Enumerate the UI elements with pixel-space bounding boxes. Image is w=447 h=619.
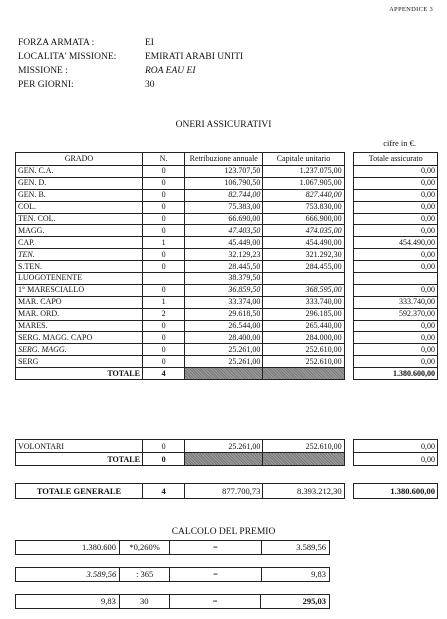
header-capitale: Capitale unitario [263,153,344,166]
row-capitale: 284.000,00 [263,332,344,344]
row-capitale: 368.595,00 [263,284,344,296]
table-row [16,249,438,261]
row-retribuzione: 36.859,50 [185,284,263,296]
total-row [16,368,438,380]
header-n: N. [142,153,184,166]
row-retribuzione: 47.403,50 [185,225,263,237]
section-title: ONERI ASSICURATIVI [175,120,272,130]
row-totale: 0,00 [354,166,438,178]
row-capitale: 666.900,00 [263,213,344,225]
calc-result: 295,03 [261,595,330,609]
row-n: 0 [142,249,184,261]
spacer [344,177,354,189]
row-n: 1 [142,237,184,249]
row-totale: 0,00 [354,344,438,356]
calc-row [16,568,330,582]
row-n: 0 [142,332,184,344]
calc-operator: : 365 [120,568,170,582]
info-key-giorni: PER GIORNI: [18,80,74,90]
spacer [344,356,354,368]
row-n: 0 [142,201,184,213]
table-body [16,166,438,380]
calc-equals: = [169,595,261,609]
grand-total-value: 1.380.600,00 [354,484,438,499]
info-value-giorni: 30 [145,80,155,90]
row-grado: TEN. COL. [16,213,143,225]
row-capitale: 333.740,00 [263,296,344,308]
row-n: 2 [142,308,184,320]
spacer [344,201,354,213]
row-n: 1 [142,296,184,308]
currency-unit: cifre in €. [383,138,416,148]
spacer [344,308,354,320]
row-capitale: 252.610,00 [263,440,344,453]
row-retribuzione: 25.261,00 [185,344,263,356]
row-totale: 0,00 [354,225,438,237]
row-n: 0 [142,166,184,178]
volontari-total-row [16,453,438,466]
calc-operand: 9,83 [16,595,120,609]
table-row [16,177,438,189]
spacer [344,166,354,178]
header-retribuzione: Retribuzione annuale [185,153,263,166]
row-n: 0 [142,440,184,453]
row-totale: 0,00 [354,249,438,261]
spacer [344,261,354,273]
table-row [16,344,438,356]
row-n: 0 [142,189,184,201]
calc-operator: 30 [119,595,169,609]
row-totale: 0,00 [354,177,438,189]
row-retribuzione: 32.129,23 [185,249,263,261]
shaded-cell [185,368,263,380]
row-grado: MAGG. [16,225,143,237]
row-capitale: 753.830,00 [263,201,344,213]
row-retribuzione: 82.744,00 [185,189,263,201]
premium-calc-row [15,540,330,555]
row-retribuzione: 28.400,00 [185,332,263,344]
calc-result: 9,83 [261,568,329,582]
row-retribuzione: 25.261,00 [185,356,263,368]
row-capitale: 1.067.905,00 [263,177,344,189]
row-capitale: 321.292,30 [263,249,344,261]
table-row [16,320,438,332]
spacer [344,237,354,249]
calc-row [16,595,330,609]
shaded-cell [263,368,344,380]
calc-row [16,541,330,555]
spacer [344,249,354,261]
spacer [344,332,354,344]
row-totale: 0,00 [354,356,438,368]
row-retribuzione: 123.707,50 [185,166,263,178]
grand-total-table [15,483,438,499]
row-grado: GEN. B. [16,189,143,201]
total-n: 0 [142,453,184,466]
row-capitale: 1.237.075,00 [263,166,344,178]
row-grado: S.TEN. [16,261,143,273]
row-n: 0 [142,344,184,356]
row-totale: 0,00 [354,189,438,201]
total-n: 4 [142,368,184,380]
spacer [344,225,354,237]
row-n: 0 [142,356,184,368]
row-totale [354,273,438,285]
spacer [344,344,354,356]
table-row [16,201,438,213]
row-capitale: 474.035,00 [263,225,344,237]
row-totale: 333.740,00 [354,296,438,308]
table-row [16,308,438,320]
table-row [16,261,438,273]
row-grado: TEN. [16,249,143,261]
spacer [344,284,354,296]
row-capitale: 454.490,00 [263,237,344,249]
row-totale: 0,00 [354,440,438,453]
row-grado: SERG. MAGG. [16,344,143,356]
grand-total-n: 4 [142,484,184,499]
row-totale: 0,00 [354,201,438,213]
row-grado: 1° MARESCIALLO [16,284,143,296]
row-totale: 454.490,00 [354,237,438,249]
row-n: 0 [142,261,184,273]
table-row [16,284,438,296]
calc-operator: *0,260% [119,541,169,555]
table-header-row [16,153,438,166]
insurance-table [15,152,438,380]
row-totale: 0,00 [354,284,438,296]
row-capitale: 296.185,00 [263,308,344,320]
spacer [344,368,354,380]
row-totale: 0,00 [354,261,438,273]
volontari-table [15,439,438,466]
calc-title: CALCOLO DEL PREMIO [171,527,276,537]
row-n [142,273,184,285]
row-retribuzione: 29.618,50 [185,308,263,320]
table-row [16,166,438,178]
grand-total-capitale: 8.393.212,30 [263,484,344,499]
row-retribuzione: 38.379,50 [185,273,263,285]
row-totale: 592.370,00 [354,308,438,320]
grand-total-label: TOTALE GENERALE [16,484,143,499]
spacer [344,213,354,225]
spacer [344,153,354,166]
info-value-localita: EMIRATI ARABI UNITI [145,52,244,62]
table-row [16,225,438,237]
row-retribuzione: 33.374,00 [185,296,263,308]
info-value-missione: ROA EAU EI [145,66,196,76]
row-n: 0 [142,320,184,332]
row-grado: CAP. [16,237,143,249]
spacer [344,273,354,285]
shaded-cell [263,453,344,466]
row-retribuzione: 28.445,50 [185,261,263,273]
total-label: TOTALE [16,368,143,380]
spacer [344,189,354,201]
row-grado: MARES. [16,320,143,332]
calc-equals: = [170,541,261,555]
row-n: 0 [142,225,184,237]
calc-equals: = [170,568,262,582]
info-key-forza-armata: FORZA ARMATA : [18,38,95,48]
calc-operand: 3.589,56 [16,568,120,582]
row-grado: MAR. CAPO [16,296,143,308]
row-capitale: 265.440,00 [263,320,344,332]
grand-total-row [16,484,438,499]
row-grado: COL. [16,201,143,213]
table-row [16,213,438,225]
total-value: 1.380.600,00 [354,368,438,380]
row-grado: SERG. MAGG. CAPO [16,332,143,344]
calc-result: 3.589,56 [261,541,329,555]
spacer [344,453,354,466]
total-label: TOTALE [16,453,143,466]
row-n: 0 [142,177,184,189]
table-row [16,237,438,249]
row-totale: 0,00 [354,320,438,332]
appendix-label: APPENDICE 3 [389,6,433,13]
row-retribuzione: 26.544,00 [185,320,263,332]
table-row [16,332,438,344]
premium-calc-row [15,567,330,582]
table-row [16,189,438,201]
row-retribuzione: 25.261,00 [185,440,263,453]
row-grado: LUOGOTENENTE [16,273,143,285]
info-key-localita: LOCALITA' MISSIONE: [18,52,117,62]
row-retribuzione: 75.383,00 [185,201,263,213]
calc-operand: 1.380.600 [16,541,120,555]
total-value: 0,00 [354,453,438,466]
row-n: 0 [142,213,184,225]
row-retribuzione: 106.790,50 [185,177,263,189]
row-retribuzione: 66.690,00 [185,213,263,225]
grand-total-retribuzione: 877.700,73 [185,484,263,499]
table-row [16,273,438,285]
row-capitale: 252.610,00 [263,356,344,368]
row-grado: MAR. ORD. [16,308,143,320]
row-grado: GEN. D. [16,177,143,189]
row-capitale: 284.455,00 [263,261,344,273]
row-grado: SERG [16,356,143,368]
premium-calc-row [15,594,330,609]
table-row [16,296,438,308]
row-capitale: 827.440,00 [263,189,344,201]
row-grado: GEN. C.A. [16,166,143,178]
header-grado: GRADO [16,153,143,166]
table-row [16,440,438,453]
shaded-cell [185,453,263,466]
row-totale: 0,00 [354,213,438,225]
row-retribuzione: 45.449,00 [185,237,263,249]
row-totale: 0,00 [354,332,438,344]
row-n: 0 [142,284,184,296]
spacer [344,320,354,332]
info-key-missione: MISSIONE : [18,66,68,76]
spacer [344,296,354,308]
row-capitale [263,273,344,285]
row-grado: VOLONTARI [16,440,143,453]
table-row [16,356,438,368]
info-value-forza-armata: EI [145,38,154,48]
row-capitale: 252.610,00 [263,344,344,356]
spacer [344,440,354,453]
spacer [344,484,354,499]
header-totale: Totale assicurato [354,153,438,166]
